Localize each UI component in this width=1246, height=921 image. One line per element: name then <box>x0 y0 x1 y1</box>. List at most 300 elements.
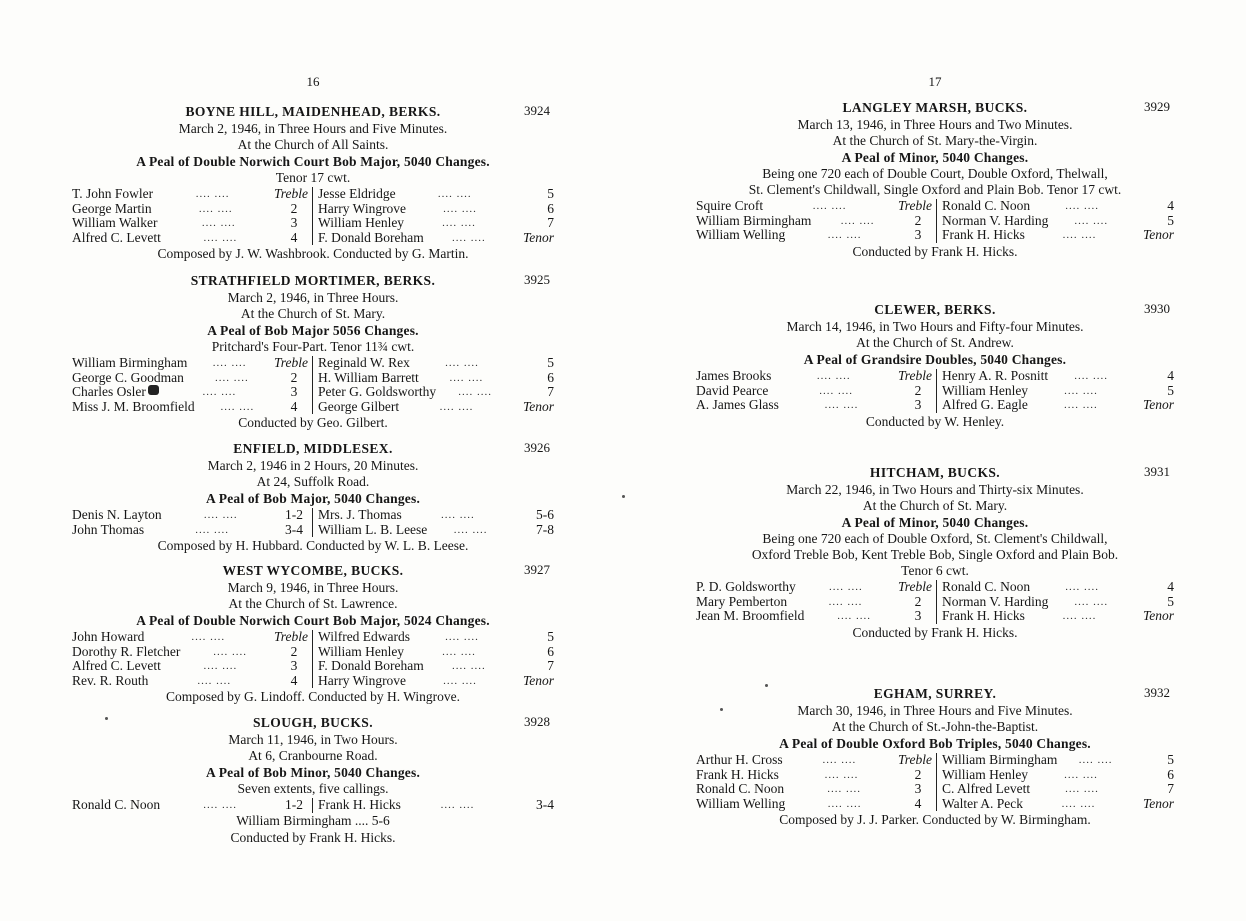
ringers-block <box>72 356 554 414</box>
bell-number: 5-6 <box>371 812 390 828</box>
ringer-row <box>318 202 554 217</box>
peal-footer: Conducted by Frank H. Hicks. <box>852 243 1018 259</box>
ringer-name: Wilfred Edwards <box>318 629 411 644</box>
leader-dots: .... .... <box>452 660 486 672</box>
ringer-row <box>72 645 308 660</box>
ringer-row <box>72 216 308 231</box>
left-ringers <box>72 798 313 813</box>
leader-dots: .... .... <box>822 754 857 766</box>
peal-title: A Peal of Bob Major, 5040 Changes. <box>205 491 421 506</box>
ringer-name: Rev. R. Routh <box>72 672 149 688</box>
leader-dots: .... .... <box>442 217 476 229</box>
ringer-row <box>942 595 1174 610</box>
peal-info-line: March 2, 1946, in Three Hours and Five Minutes. <box>178 121 448 136</box>
leader-dots: .... .... <box>201 217 236 229</box>
peal-number: 3924 <box>524 103 550 118</box>
peal-place: CLEWER, BERKS. <box>874 302 996 317</box>
leader-dots: .... .... <box>439 400 474 413</box>
peal-info-line: At the Church of All Saints. <box>237 137 389 152</box>
left-ringers <box>696 753 937 811</box>
ringer-name: A. James Glass <box>696 397 779 412</box>
right-ringers <box>313 798 554 813</box>
bell-number: Tenor <box>1142 397 1174 412</box>
leader-dots: .... .... <box>1078 754 1113 766</box>
print-speck <box>720 708 723 711</box>
ringer-row <box>696 782 932 797</box>
ringer-name: John Thomas <box>72 521 145 537</box>
peal-title: A Peal of Double Oxford Bob Triples, 5040 Changes. <box>779 736 1091 751</box>
ringer-name: David Pearce <box>696 382 769 398</box>
ringer-row <box>72 523 308 538</box>
ringer-name: William Welling <box>696 795 786 811</box>
ringer-row <box>696 199 932 214</box>
leader-dots: .... .... <box>445 631 479 643</box>
bell-number: Treble <box>897 198 932 213</box>
ringer-name: T. John Fowler <box>72 186 154 201</box>
bell-number: 5 <box>1167 752 1174 767</box>
leader-dots: .... .... <box>824 768 859 781</box>
bell-number: 6 <box>1167 766 1174 782</box>
peal-info-line: March 22, 1946, in Two Hours and Thirty-six Minutes. <box>786 482 1084 497</box>
bell-number: 1-2 <box>285 507 303 522</box>
peal-info-line: At the Church of St. Mary-the-Virgin. <box>832 133 1038 148</box>
peal-extra-line: Oxford Treble Bob, Kent Treble Bob, Single Oxford and Plain Bob. <box>751 547 1119 562</box>
ringer-row <box>942 228 1174 243</box>
leader-dots: .... .... <box>203 660 238 672</box>
ringers-block <box>696 580 1174 624</box>
leader-dots: .... .... <box>443 674 477 687</box>
bell-number: Treble <box>273 629 308 644</box>
leader-dots: .... .... <box>1062 229 1097 241</box>
ringer-name: George Martin <box>72 200 152 216</box>
bell-number: 3 <box>290 384 298 399</box>
right-ringers <box>937 580 1174 624</box>
ringer-row <box>942 398 1174 413</box>
bell-number: 1-2 <box>285 797 303 812</box>
ringer-name: Frank H. Hicks <box>696 766 779 782</box>
peal-info-line: At 24, Suffolk Road. <box>256 474 370 489</box>
ringer-name: William Walker <box>72 215 158 230</box>
bell-number: 4 <box>1167 368 1174 383</box>
left-ringers <box>696 369 937 413</box>
ringer-row <box>696 609 932 624</box>
left-ringers <box>696 580 937 624</box>
ringer-row <box>942 214 1174 229</box>
leader-dots: .... .... <box>215 371 249 384</box>
peal-header <box>696 301 1174 319</box>
ringer-row <box>72 202 308 217</box>
ringer-row <box>318 645 554 660</box>
peal-extra-line: Pritchard's Four-Part. Tenor 11¾ cwt. <box>211 339 415 354</box>
ringers-block <box>696 369 1174 413</box>
ringer-row <box>942 768 1174 783</box>
bell-number: 7 <box>1167 781 1174 796</box>
ringer-row <box>696 384 932 399</box>
peal-record <box>72 272 554 431</box>
ringer-name: Alfred G. Eagle <box>942 397 1028 412</box>
bell-number: 5-6 <box>536 507 554 522</box>
ringer-row <box>696 753 932 768</box>
ringers-block <box>72 798 554 813</box>
peal-header <box>696 685 1174 703</box>
bell-number: Tenor <box>1142 227 1174 242</box>
right-ringers <box>937 753 1174 811</box>
ringers-block <box>72 508 554 537</box>
peal-title: A Peal of Double Norwich Court Bob Major, 5040 Changes. <box>136 154 490 169</box>
peal-record <box>696 99 1174 260</box>
bell-number: 7 <box>547 658 554 673</box>
ringer-row <box>318 659 554 674</box>
ringers-block <box>696 753 1174 811</box>
leader-dots: .... .... <box>220 400 255 413</box>
leader-dots: .... .... <box>827 783 861 795</box>
ringer-row <box>318 385 554 400</box>
peal-number: 3930 <box>1144 301 1170 316</box>
leader-dots: .... .... <box>443 202 477 215</box>
peal-title: A Peal of Double Norwich Court Bob Major, 5024 Changes. <box>136 613 490 628</box>
ringer-row <box>72 674 308 689</box>
peal-footer: Conducted by Geo. Gilbert. <box>238 415 388 430</box>
ringer-name: F. Donald Boreham <box>318 658 424 673</box>
peal-record <box>72 714 554 846</box>
ringer-row <box>942 753 1174 768</box>
ringer-name: Denis N. Layton <box>72 507 162 522</box>
peal-place: ENFIELD, MIDDLESEX. <box>233 441 393 456</box>
ringer-row <box>942 199 1174 214</box>
leader-dots: .... .... <box>197 674 232 687</box>
bell-number: 6 <box>547 369 554 385</box>
ringer-row <box>72 231 308 246</box>
ringer-row <box>72 187 308 202</box>
peal-header <box>696 99 1174 117</box>
ringer-name: Frank H. Hicks <box>942 608 1025 623</box>
ringer-name: H. William Barrett <box>318 369 419 385</box>
ringer-name: George Gilbert <box>318 398 400 414</box>
ringer-name: William Birmingham <box>236 812 352 828</box>
ink-blot <box>148 385 159 395</box>
leader-dots: .... .... <box>452 231 486 244</box>
ringer-row <box>696 768 932 783</box>
ringers-block <box>72 630 554 688</box>
ringer-row <box>72 356 308 371</box>
bell-number: 4 <box>1167 198 1174 213</box>
leader-dots: .... .... <box>453 523 488 536</box>
bell-number: 2 <box>290 369 298 385</box>
bell-number: 3 <box>914 227 922 242</box>
peal-record <box>72 562 554 705</box>
ringer-row <box>318 798 554 813</box>
right-ringers <box>313 356 554 414</box>
bell-number: Tenor <box>1142 608 1174 623</box>
leader-dots: .... .... <box>827 797 862 810</box>
ringer-name: Ronald C. Noon <box>942 198 1031 213</box>
ringer-name: Frank H. Hicks <box>942 227 1025 242</box>
peal-number: 3927 <box>524 562 550 577</box>
bell-number: 5 <box>547 629 554 644</box>
right-ringers <box>313 508 554 537</box>
ringer-name: Norman V. Harding <box>942 212 1049 228</box>
print-speck <box>765 684 768 687</box>
leader-dots: .... .... <box>819 384 854 397</box>
ringer-row <box>318 216 554 231</box>
ringer-name: C. Alfred Levett <box>942 781 1031 796</box>
leader-dots: .... .... <box>1062 610 1097 622</box>
ringer-name: P. D. Goldsworthy <box>696 579 796 594</box>
bell-number: Tenor <box>522 229 554 245</box>
leader-dots: .... .... <box>440 799 475 811</box>
bell-number: Treble <box>897 368 932 383</box>
bell-number: 6 <box>547 643 554 659</box>
ringer-name: William Welling <box>696 227 786 242</box>
peal-info-line: At the Church of St.-John-the-Baptist. <box>831 719 1039 734</box>
peal-place: HITCHAM, BUCKS. <box>869 465 1001 480</box>
ringer-row <box>72 385 308 400</box>
bell-number: 2 <box>914 593 922 609</box>
peal-number: 3926 <box>524 440 550 455</box>
leader-dots: .... .... <box>213 645 248 658</box>
peal-number: 3929 <box>1144 99 1170 114</box>
ringer-name: Miss J. M. Broomfield <box>72 398 195 414</box>
ringer-row <box>942 797 1174 812</box>
page-number: 16 <box>306 74 320 89</box>
peal-info-line: At the Church of St. Lawrence. <box>228 596 398 611</box>
bell-number: 2 <box>290 200 298 216</box>
leader-dots: .... .... <box>829 581 863 593</box>
ringer-name: Harry Wingrove <box>318 200 407 216</box>
bell-number: 2 <box>914 766 922 782</box>
ringer-row <box>942 580 1174 595</box>
print-speck <box>105 717 108 720</box>
ringer-name: Alfred C. Levett <box>72 229 161 245</box>
leader-dots: .... .... <box>191 631 226 643</box>
ringer-row <box>72 371 308 386</box>
ringer-row <box>942 384 1174 399</box>
peal-place: BOYNE HILL, MAIDENHEAD, BERKS. <box>185 104 441 119</box>
ringer-name: F. Donald Boreham <box>318 229 424 245</box>
ringer-row <box>72 798 308 813</box>
leader-dots: .... .... <box>203 231 238 244</box>
ringer-row <box>318 187 554 202</box>
leader-dots: .... .... <box>1065 783 1099 795</box>
extra-ringer <box>72 813 554 829</box>
peal-info-line: At the Church of St. Mary. <box>240 306 386 321</box>
bell-number: 3 <box>914 781 922 796</box>
leader-dots: .... .... <box>458 386 492 398</box>
bell-number: Treble <box>273 355 308 370</box>
page-number: 17 <box>928 74 942 89</box>
peal-info-line: At 6, Cranbourne Road. <box>248 748 378 763</box>
peal-header <box>72 714 554 732</box>
leader-dots: .... .... <box>445 357 479 369</box>
ringer-name: Arthur H. Cross <box>696 752 783 767</box>
peal-extra-line: St. Clement's Childwall, Single Oxford and Plain Bob. Tenor 17 cwt. <box>748 182 1122 197</box>
peal-footer: Composed by J. W. Washbrook. Conducted by G. Martin. <box>157 246 469 261</box>
leader-dots: .... .... <box>441 509 475 521</box>
bell-number: 4 <box>290 398 298 414</box>
ringer-row <box>942 782 1174 797</box>
peal-info-line: At the Church of St. Mary. <box>862 498 1008 513</box>
ringer-name: Mrs. J. Thomas <box>318 507 402 522</box>
bell-number: 4 <box>1167 579 1174 594</box>
left-ringers <box>696 199 937 243</box>
ringer-row <box>696 595 932 610</box>
leader-dots: .... .... <box>1064 384 1098 397</box>
leader-dots: .... .... <box>1074 595 1109 608</box>
left-ringers <box>72 356 313 414</box>
ringer-name: Harry Wingrove <box>318 672 407 688</box>
ringer-row <box>942 609 1174 624</box>
peal-footer: Conducted by Frank H. Hicks. <box>230 829 396 845</box>
leader-dots: .... .... <box>449 371 484 384</box>
ringer-row <box>72 630 308 645</box>
ringer-name: George C. Goodman <box>72 369 184 385</box>
bell-number: 5 <box>1167 382 1174 398</box>
ringer-name: Ronald C. Noon <box>942 579 1031 594</box>
peal-header <box>72 272 554 290</box>
bell-number: 5 <box>1167 593 1174 609</box>
bell-number: 7-8 <box>536 521 554 537</box>
left-ringers <box>72 187 313 245</box>
ringer-name: Jean M. Broomfield <box>696 608 805 623</box>
right-ringers <box>313 630 554 688</box>
leader-dots: .... .... <box>212 357 247 369</box>
bell-number: 2 <box>914 212 922 228</box>
bell-number: 2 <box>914 382 922 398</box>
bell-number: 6 <box>547 200 554 216</box>
ringer-name: William Birmingham <box>696 212 812 228</box>
peal-header <box>696 464 1174 482</box>
leader-dots: .... .... <box>203 799 237 811</box>
bell-number: 7 <box>547 384 554 399</box>
peal-number: 3931 <box>1144 464 1170 479</box>
ringer-name: William Henley <box>942 382 1029 398</box>
peal-place: LANGLEY MARSH, BUCKS. <box>842 100 1028 115</box>
peal-header <box>72 103 554 121</box>
leader-dots: .... .... <box>824 399 859 411</box>
ringer-row <box>318 231 554 246</box>
peal-info-line: March 2, 1946 in 2 Hours, 20 Minutes. <box>207 458 419 473</box>
peal-title: A Peal of Bob Minor, 5040 Changes. <box>205 765 421 780</box>
ringer-row <box>696 369 932 384</box>
ringer-row <box>318 508 554 523</box>
leader-dots: .... .... <box>202 386 237 398</box>
peal-info-line: March 11, 1946, in Two Hours. <box>228 732 398 747</box>
ringer-name: Charles Osler <box>72 384 146 399</box>
peal-footer: Conducted by Frank H. Hicks. <box>852 624 1018 640</box>
peal-info-line: March 9, 1946, in Three Hours. <box>227 580 399 595</box>
ringer-name: William L. B. Leese <box>318 521 428 537</box>
leader-dots: .... .... <box>1065 581 1099 593</box>
bell-number: 3-4 <box>536 797 554 812</box>
ringer-row <box>318 674 554 689</box>
ringers-block <box>72 187 554 245</box>
ringer-name: Squire Croft <box>696 198 764 213</box>
peal-header <box>72 440 554 458</box>
ringer-row <box>696 214 932 229</box>
ringer-name: Jesse Eldridge <box>318 186 396 201</box>
bell-number: 5 <box>547 355 554 370</box>
peal-info-line: March 2, 1946, in Three Hours. <box>227 290 399 305</box>
peal-footer: Composed by G. Lindoff. Conducted by H. Wingrove. <box>165 689 461 704</box>
bell-number: Treble <box>273 186 308 201</box>
bell-number: 5 <box>547 186 554 201</box>
ringer-name: Henry A. R. Posnitt <box>942 368 1049 383</box>
peal-number: 3928 <box>524 714 550 729</box>
peal-title: A Peal of Minor, 5040 Changes. <box>841 150 1029 165</box>
peal-header <box>72 562 554 580</box>
leader-dots: .... .... <box>1074 214 1109 227</box>
peal-footer: Composed by J. J. Parker. Conducted by W. Birmingham. <box>779 812 1091 827</box>
peal-place: SLOUGH, BUCKS. <box>252 715 373 730</box>
leader-dots: .... .... <box>195 523 229 536</box>
ringer-name: John Howard <box>72 629 145 644</box>
peal-footer: Conducted by W. Henley. <box>865 413 1005 429</box>
bell-number: Tenor <box>522 398 554 414</box>
leader-dots: .... .... <box>442 645 476 658</box>
ringer-row <box>696 797 932 812</box>
leader-dots: .... .... <box>837 610 872 622</box>
ringer-name: Ronald C. Noon <box>72 797 161 812</box>
ringer-name: Frank H. Hicks <box>318 797 401 812</box>
peal-number: 3925 <box>524 272 550 287</box>
peal-extra-line: Being one 720 each of Double Oxford, St. Clement's Childwall, <box>762 531 1108 546</box>
ringer-row <box>942 369 1174 384</box>
ringer-name: Walter A. Peck <box>942 795 1024 811</box>
bell-number: Treble <box>897 752 932 767</box>
bell-number: 4 <box>914 795 922 811</box>
bell-number: 3 <box>914 608 922 623</box>
peal-info-line: At the Church of St. Andrew. <box>856 335 1014 350</box>
right-ringers <box>937 369 1174 413</box>
peal-footer: Composed by H. Hubbard. Conducted by W. L. B. Leese. <box>157 538 469 553</box>
leader-dots: .... .... <box>437 188 472 200</box>
ringer-row <box>72 400 308 415</box>
leader-dots: .... .... <box>203 509 238 521</box>
leader-dots: .... .... <box>198 202 233 215</box>
ringer-row <box>72 508 308 523</box>
leader-dots: .... .... <box>827 229 862 241</box>
leader-dots: .... .... <box>1064 399 1098 411</box>
bell-number: Tenor <box>522 672 554 688</box>
bell-number: 7 <box>547 215 554 230</box>
ringer-name: William Birmingham <box>72 355 188 370</box>
ringer-name: William Birmingham <box>942 752 1058 767</box>
peal-number: 3932 <box>1144 685 1170 700</box>
ringer-name: James Brooks <box>696 368 772 383</box>
ringer-row <box>696 398 932 413</box>
ringer-row <box>318 400 554 415</box>
peal-title: A Peal of Grandsire Doubles, 5040 Changes. <box>803 352 1067 367</box>
leader-dots: .... .... <box>1065 200 1099 212</box>
peal-place: STRATHFIELD MORTIMER, BERKS. <box>190 273 436 288</box>
ringer-row <box>318 356 554 371</box>
bell-number: 4 <box>290 229 298 245</box>
ringer-name: Peter G. Goldsworthy <box>318 384 437 399</box>
peal-title: A Peal of Minor, 5040 Changes. <box>841 515 1029 530</box>
leader-dots: .... .... <box>1061 797 1096 810</box>
peal-info-line: March 14, 1946, in Two Hours and Fifty-four Minutes. <box>786 319 1084 334</box>
peal-title: A Peal of Bob Major 5056 Changes. <box>207 323 419 338</box>
peal-extra-line: Tenor 17 cwt. <box>275 170 351 185</box>
leader-dots: .... .... <box>828 595 863 608</box>
peal-extra-line: Tenor 6 cwt. <box>901 563 969 578</box>
bell-number: Tenor <box>1142 795 1174 811</box>
ringer-name: Alfred C. Levett <box>72 658 161 673</box>
ringer-row <box>318 371 554 386</box>
leader-dots: .... <box>351 812 372 828</box>
leader-dots: .... .... <box>816 370 851 382</box>
peal-info-line: March 13, 1946, in Three Hours and Two Minutes. <box>797 117 1073 132</box>
